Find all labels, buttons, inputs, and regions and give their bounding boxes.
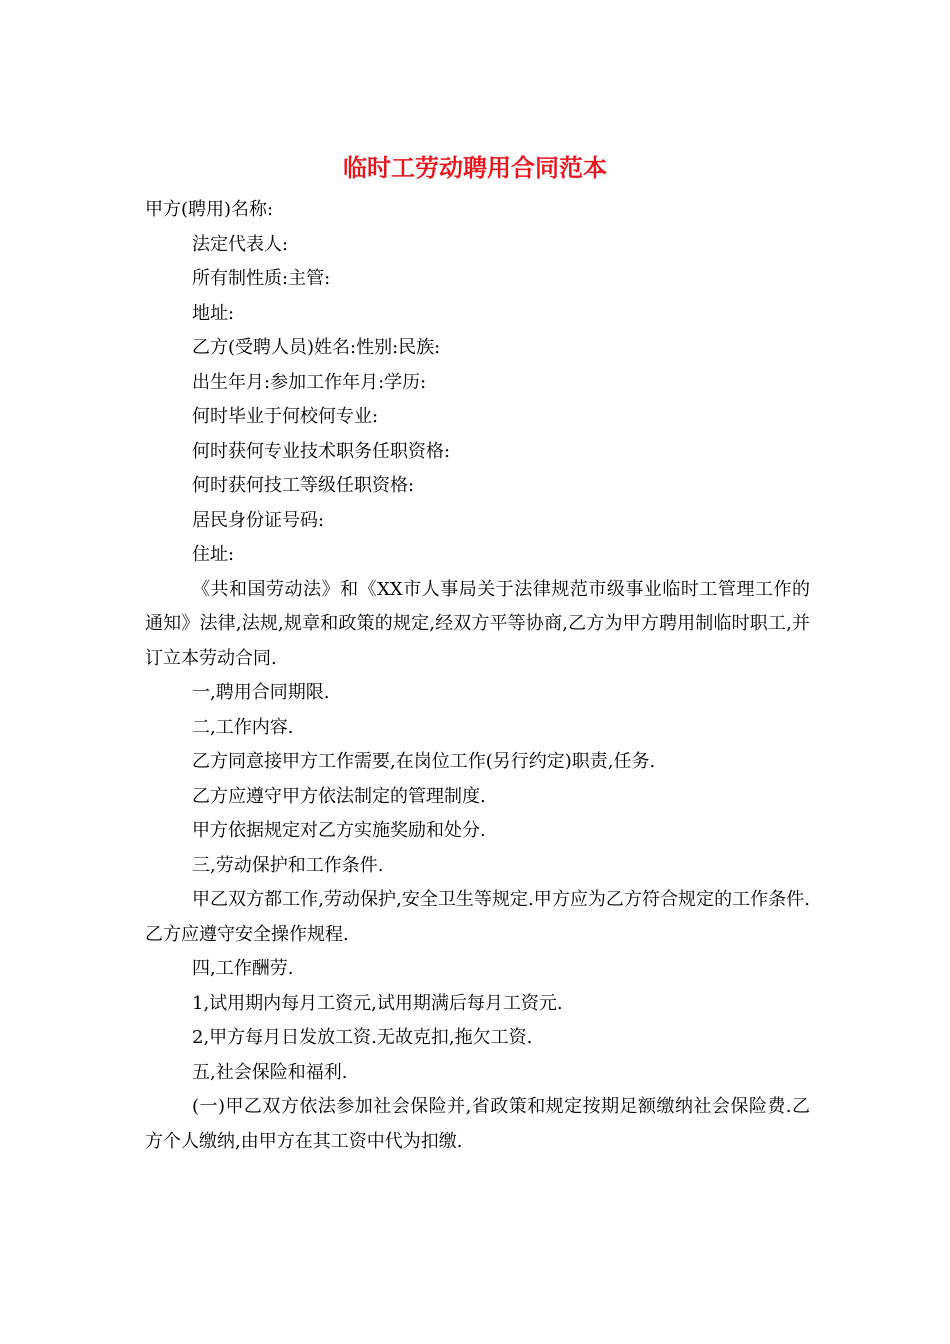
birth-date-field: 出生年月:参加工作年月:学历: xyxy=(192,371,427,393)
legal-representative-field: 法定代表人: xyxy=(192,233,289,255)
id-number-field: 居民身份证号码: xyxy=(192,509,325,531)
document-title: 临时工劳动聘用合同范本 xyxy=(343,154,607,182)
section-2-paragraph: 甲方依据规定对乙方实施奖励和处分. xyxy=(192,820,486,841)
section-3-heading: 三,劳动保护和工作条件. xyxy=(192,854,384,876)
intro-paragraph: 《共和国劳动法》和《XX市人事局关于法律规范市级事业临时工管理工作的通知》法律,法规,规章和政策的规定,经双方平等协商,乙方为甲方聘用制临时职工,并订立本劳动合同. xyxy=(145,578,810,669)
skill-grade-field: 何时获何技工等级任职资格: xyxy=(192,475,415,496)
contract-body xyxy=(145,193,810,1159)
section-4-paragraph: 2,甲方每月日发放工资.无故克扣,拖欠工资. xyxy=(192,1027,533,1048)
section-2-paragraph: 乙方同意接甲方工作需要,在岗位工作(另行约定)职责,任务. xyxy=(192,751,656,772)
section-5-heading: 五,社会保险和福利. xyxy=(192,1061,348,1083)
section-4-heading: 四,工作酬劳. xyxy=(192,958,294,979)
section-1-heading: 一,聘用合同期限. xyxy=(192,682,330,703)
section-4-paragraph: 1,试用期内每月工资元,试用期满后每月工资元. xyxy=(192,992,563,1014)
section-2-heading: 二,工作内容. xyxy=(192,716,294,738)
residence-field: 住址: xyxy=(192,544,235,565)
technical-title-field: 何时获何专业技术职务任职资格: xyxy=(192,440,451,462)
section-5-paragraph: (一)甲乙双方依法参加社会保险并,省政策和规定按期足额缴纳社会保险费.乙方个人缴纳,由甲方在其工资中代为扣缴. xyxy=(145,1096,810,1152)
party-a-name-field: 甲方(聘用)名称: xyxy=(145,199,274,220)
address-field: 地址: xyxy=(192,302,235,324)
section-3-paragraph: 甲乙双方都工作,劳动保护,安全卫生等规定.甲方应为乙方符合规定的工作条件.乙方应遵守安全操作规程. xyxy=(145,889,810,945)
party-b-name-field: 乙方(受聘人员)姓名:性别:民族: xyxy=(192,337,441,358)
section-2-paragraph: 乙方应遵守甲方依法制定的管理制度. xyxy=(192,785,486,807)
ownership-field: 所有制性质:主管: xyxy=(192,268,331,289)
graduation-field: 何时毕业于何校何专业: xyxy=(192,406,379,427)
